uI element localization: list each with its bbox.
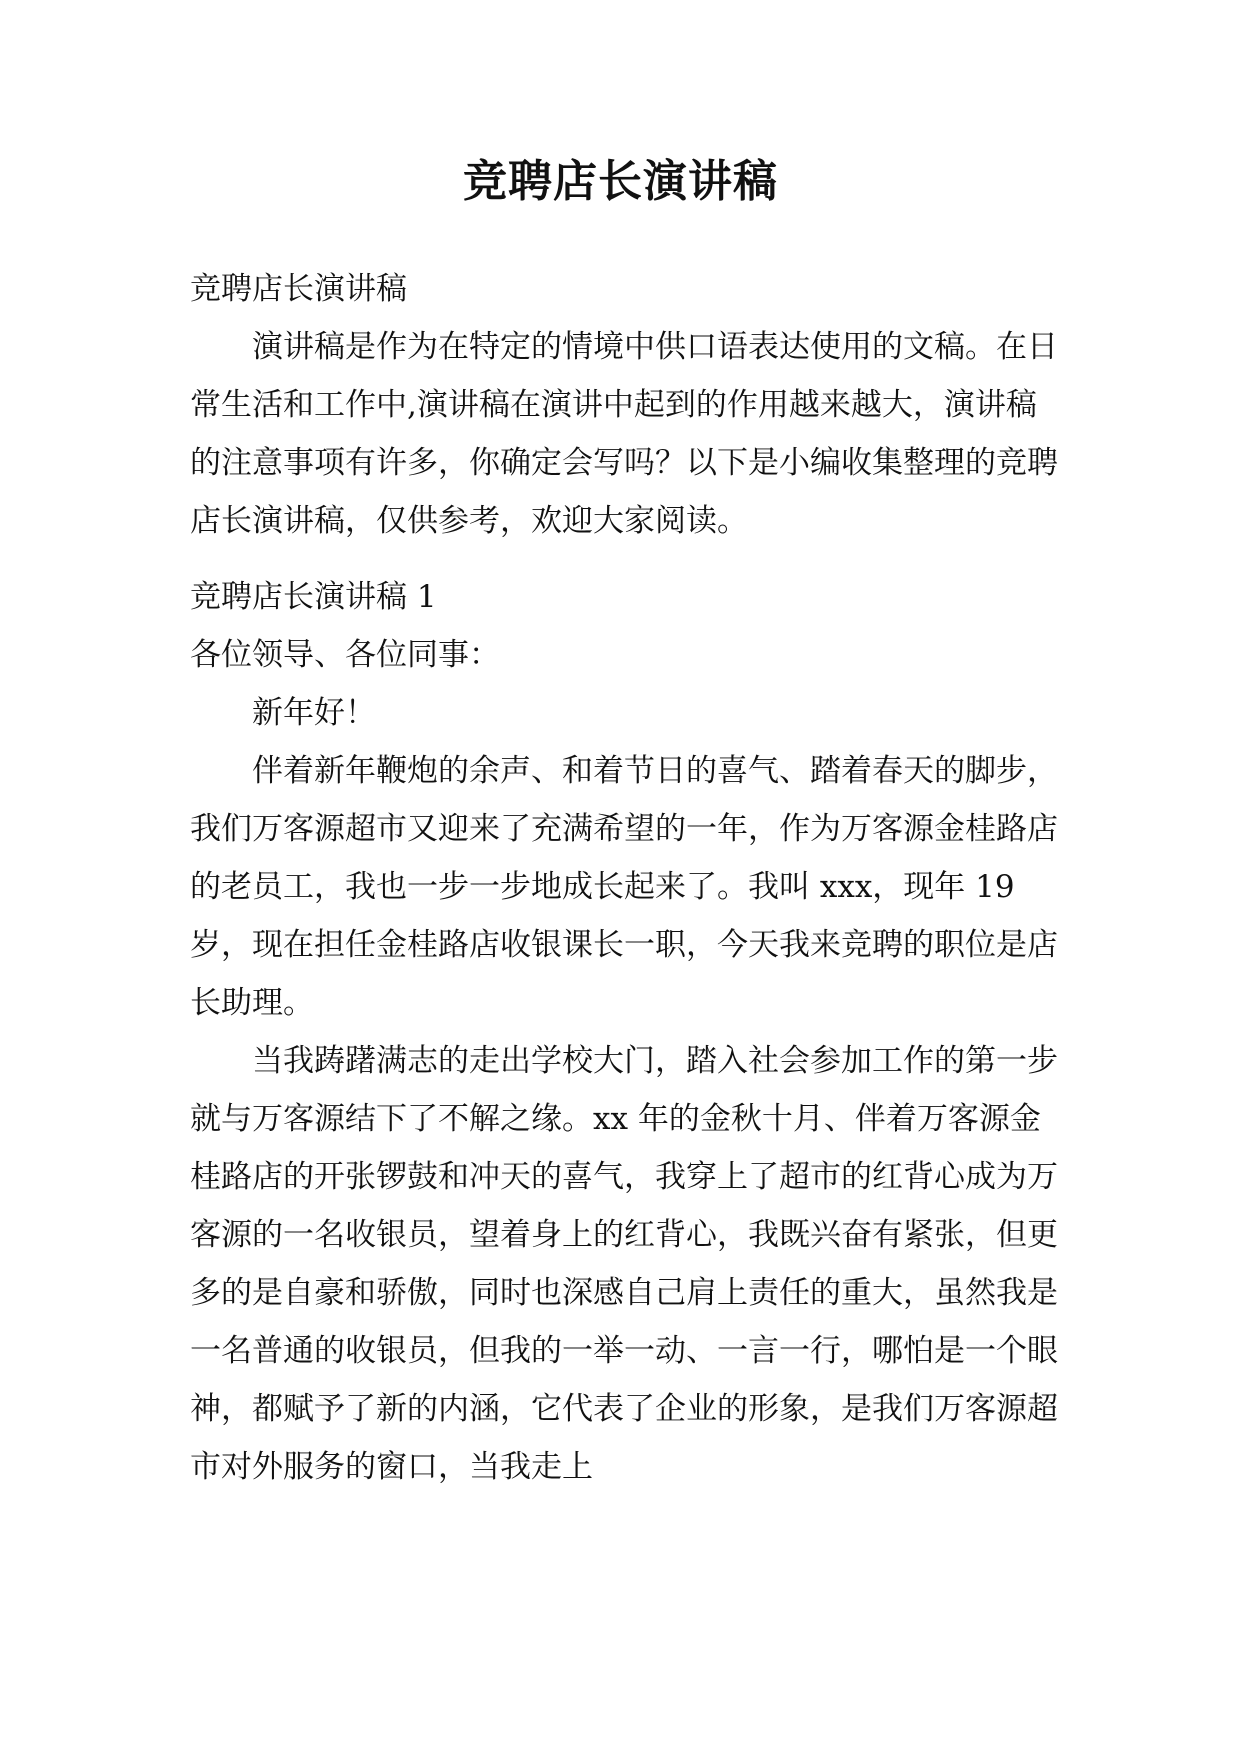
intro-paragraph: 演讲稿是作为在特定的情境中供口语表达使用的文稿。在日常生活和工作中,演讲稿在演讲中起到的作用越来越大，演讲稿的注意事项有许多，你确定会写吗？以下是小编收集整理的竞聘店长演讲稿，仅供参考，欢迎大家阅读。 (190, 329, 1058, 539)
section-heading: 竞聘店长演讲稿 1 (190, 579, 437, 615)
body-paragraph-1: 伴着新年鞭炮的余声、和着节日的喜气、踏着春天的脚步，我们万客源超市又迎来了充满希望的一年，作为万客源金桂路店的老员工，我也一步一步地成长起来了。我叫 xxx，现年 19 岁，现在担任金桂路店收银课长一职，今天我来竞聘的职位是店长助理。 (190, 753, 1058, 1021)
body-paragraph-2: 当我踌躇满志的走出学校大门，踏入社会参加工作的第一步就与万客源结下了不解之缘。xx 年的金秋十月、伴着万客源金桂路店的开张锣鼓和冲天的喜气，我穿上了超市的红背心成为万客源的一名收银员，望着身上的红背心，我既兴奋有紧张，但更多的是自豪和骄傲，同时也深感自己肩上责任的重大，虽然我是一名普通的收银员，但我的一举一动、一言一行，哪怕是一个眼神，都赋予了新的内涵，它代表了企业的形象，是我们万客源超市对外服务的窗口，当我走上 (190, 1043, 1058, 1485)
salutation: 各位领导、各位同事： (190, 637, 500, 673)
section-block (190, 568, 1060, 1496)
document-subtitle: 竞聘店长演讲稿 (190, 271, 407, 307)
intro-block (190, 260, 1060, 550)
greeting: 新年好！ (252, 695, 376, 731)
document-title: 竞聘店长演讲稿 (463, 156, 778, 207)
